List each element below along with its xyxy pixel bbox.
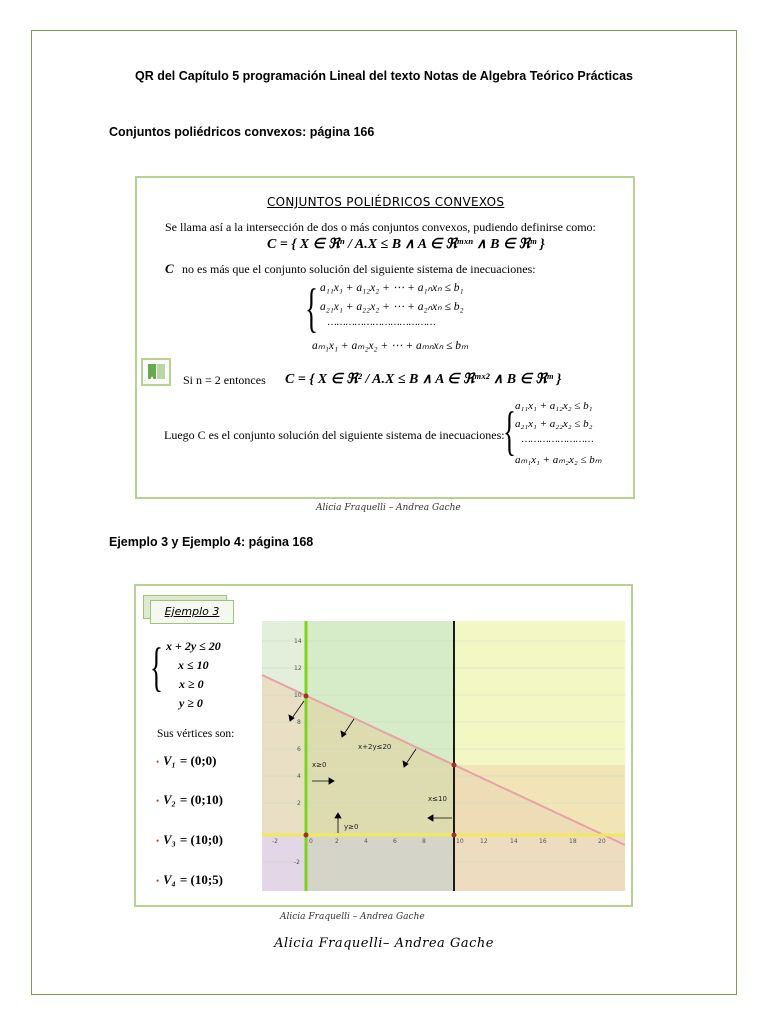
system-row-4: aₘ₁x₁ + aₘ₂x₂ + ⋯ + aₘₙxₙ ≤ bₘ <box>312 340 469 352</box>
y-tick-4: 8 <box>297 719 301 726</box>
vertex-point-v2 <box>304 694 309 699</box>
constraint-4: y ≥ 0 <box>179 696 203 710</box>
vertex-point-v1 <box>304 833 309 838</box>
feasible-region-graph <box>262 621 625 891</box>
constraint-2: x ≤ 10 <box>178 658 209 672</box>
x-tick-10: 16 <box>539 838 547 845</box>
label-x-plus-2y: x+2y≤20 <box>358 743 392 751</box>
x-tick-11: 18 <box>569 838 577 845</box>
x-tick-6: 8 <box>422 838 426 845</box>
n2-text: Si n = 2 entonces <box>183 373 266 387</box>
vertices-label: Sus vértices son: <box>157 728 235 740</box>
vertex-3-value: = (10;0) <box>179 832 224 847</box>
constraint-3: x ≥ 0 <box>179 677 204 691</box>
vertex-1: • V₁ = (0;0) <box>156 753 217 768</box>
x-tick-12: 20 <box>598 838 606 845</box>
vertex-1-name: V₁ <box>163 754 176 768</box>
vertex-3: • V₃ = (10;0) <box>156 832 224 847</box>
constraint-1: x + 2y ≤ 20 <box>166 639 221 653</box>
y-tick-1: 14 <box>294 638 302 645</box>
system-row-2: a₂₁x₁ + a₂₂x₂ + ⋯ + a₂ₙxₙ ≤ b₂ <box>320 301 464 313</box>
solution-text: no es más que el conjunto solución del siguiente sistema de inecuaciones: <box>182 262 536 276</box>
system2-row-2: a₂₁x₁ + a₂₂x₂ ≤ b₂ <box>515 418 593 430</box>
panel1-caption: Alicia Fraquelli – Andrea Gache <box>316 503 461 513</box>
y-tick-2: 12 <box>294 665 302 672</box>
vertex-2: • V₂ = (0;10) <box>156 792 224 807</box>
vertex-3-name: V₃ <box>163 833 176 847</box>
vertex-point-v3 <box>452 833 457 838</box>
intro-text: Se llama así a la intersección de dos o más conjuntos convexos, pudiendo definirse como: <box>165 220 596 234</box>
n2-formula: C = { X ∈ ℜ² / A.X ≤ B ∧ A ∈ ℜᵐˣ² ∧ B ∈ ℜᵐ } <box>285 372 562 387</box>
x-tick-2: 0 <box>309 838 313 845</box>
convex-sets-panel <box>135 176 635 499</box>
vertex-4-value: = (10;5) <box>179 872 224 887</box>
bookmark-icon <box>141 358 171 386</box>
vertex-1-value: = (0;0) <box>179 753 217 768</box>
system2-row-4: aₘ₁x₁ + aₘ₂x₂ ≤ bₘ <box>515 454 602 466</box>
label-x-le-10: x≤10 <box>428 795 447 803</box>
panel2-caption: Alicia Fraquelli – Andrea Gache <box>280 912 425 922</box>
x-tick-7: 10 <box>456 838 464 845</box>
vertex-point-v4 <box>452 763 457 768</box>
x-tick-5: 6 <box>393 838 397 845</box>
example-brace: { <box>150 637 163 697</box>
system2-brace: { <box>503 401 516 461</box>
definition-formula: C = { X ∈ ℜⁿ / A.X ≤ B ∧ A ∈ ℜᵐˣⁿ ∧ B ∈ ℜᵐ } <box>267 237 545 252</box>
y-tick-8: -2 <box>294 859 300 866</box>
panel-title: CONJUNTOS POLIÉDRICOS CONVEXOS <box>267 195 505 209</box>
below-axis-mid <box>306 835 454 891</box>
system-row-3: ……………………………… <box>327 317 435 328</box>
label-x-ge-0: x≥0 <box>312 761 327 769</box>
x-tick-8: 12 <box>480 838 488 845</box>
label-y-ge-0: y≥0 <box>344 823 359 831</box>
example-badge: Ejemplo 3 <box>150 600 234 624</box>
system2-row-1: a₁₁x₁ + a₁₂x₂ ≤ b₁ <box>515 400 593 412</box>
vertex-2-value: = (0;10) <box>179 792 224 807</box>
system-brace: { <box>305 278 318 338</box>
document-title: QR del Capítulo 5 programación Lineal del texto Notas de Algebra Teórico Prácticas <box>134 69 634 83</box>
luego-text: Luego C es el conjunto solución del siguiente sistema de inecuaciones: <box>164 428 505 442</box>
example-panel <box>134 584 633 907</box>
system-row-1: a₁₁x₁ + a₁₂x₂ + ⋯ + a₁ₙxₙ ≤ b₁ <box>320 282 464 294</box>
y-tick-6: 4 <box>297 773 301 780</box>
y-tick-3: 10 <box>294 692 302 699</box>
right-excluded-zone <box>454 765 625 835</box>
vertex-4-name: V₄ <box>163 873 176 887</box>
y-tick-5: 6 <box>297 746 301 753</box>
y-tick-7: 2 <box>297 800 301 807</box>
vertex-2-name: V₂ <box>163 793 176 807</box>
author-signature: Alicia Fraquelli– Andrea Gache <box>274 936 494 951</box>
section-heading-examples: Ejemplo 3 y Ejemplo 4: página 168 <box>109 535 314 549</box>
x-tick-9: 14 <box>510 838 518 845</box>
section-heading-convex-sets: Conjuntos poliédricos convexos: página 166 <box>109 125 375 139</box>
vertex-4: • V₄ = (10;5) <box>156 872 224 887</box>
x-tick-3: 2 <box>335 838 339 845</box>
x-tick-4: 4 <box>364 838 368 845</box>
x-tick-1: -2 <box>272 838 278 845</box>
c-symbol: C <box>165 261 174 276</box>
system2-row-3: …………………… <box>521 434 593 445</box>
